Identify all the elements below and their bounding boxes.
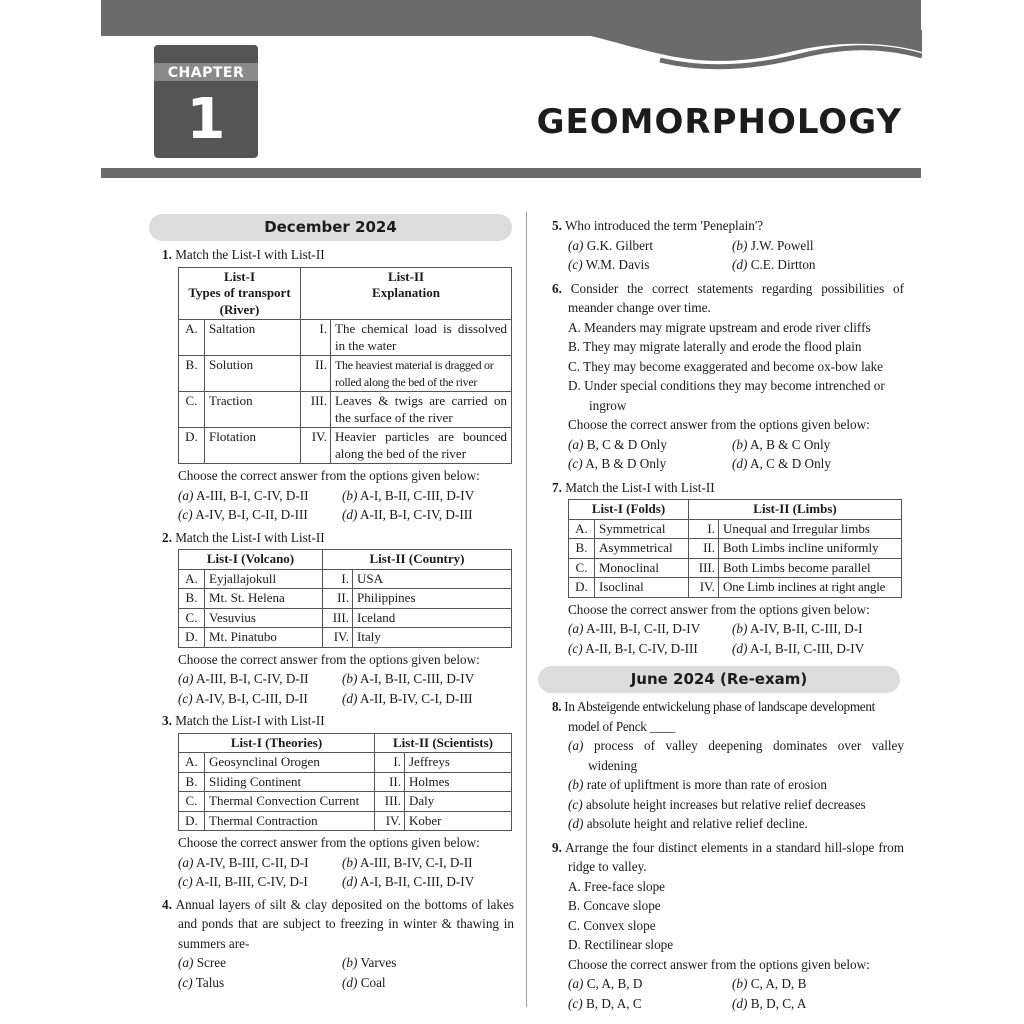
question-number: 5. (552, 218, 562, 233)
option-c: (c) Talus (178, 974, 225, 990)
option-d: (d) A-I, B-II, C-III, D-IV (342, 874, 475, 889)
option-d: (d) Coal (342, 974, 386, 990)
option-c: (c) W.M. Davis (568, 257, 650, 272)
choose-instruction: Choose the correct answer from the options given below: (178, 651, 480, 667)
option-a: (a) process of valley deepening dominates over valley widening (568, 738, 905, 773)
answer-options (162, 486, 514, 525)
table-row: C. Traction III. Leaves & twigs are carried on the surface of the river (179, 392, 512, 428)
question-text: In Absteigende entwickelung phase of landscape development model of Penck ____ (564, 699, 876, 734)
option-a: (a) A-IV, B-III, C-II, D-I (178, 854, 309, 870)
answer-options (162, 953, 514, 992)
question-text: Match the List-I with List-II (175, 529, 325, 545)
table-row: A. Saltation I. The chemical load is dissolved in the water (179, 320, 512, 356)
right-column (552, 214, 904, 1013)
answer-options (552, 236, 904, 275)
question-text: Match the List-I with List-II (565, 479, 715, 495)
question-8 (552, 697, 904, 834)
option-c: (c) A-II, B-III, C-IV, D-I (178, 874, 308, 889)
question-6 (552, 279, 904, 474)
table-row: A. Eyjallajokull I. USA (179, 569, 512, 589)
option-d: (d) A, C & D Only (732, 456, 831, 471)
match-table: List-I (Theories) List-II (Scientists) A. Geosynclinal Orogen I. Jeffreys B. Sliding Continent II. Holmes C. Thermal Convection Current III. Daly D. Thermal Contraction IV. Kober (178, 733, 512, 832)
question-9 (552, 838, 904, 1014)
option-c: (c) absolute height increases but relative relief decreases (568, 796, 866, 812)
question-number: 2. (162, 529, 172, 545)
option-b: (b) rate of upliftment is more than rate of erosion (568, 777, 827, 792)
option-b: (b) A-I, B-II, C-III, D-IV (342, 671, 475, 686)
question-number: 9. (552, 839, 562, 855)
match-table: List-I Types of transport (River) List-II Explanation A. Saltation I. The chemical load is dissolved in the water B. Solution II. The heaviest material is dragged or rolled along the bed of the river C. Traction III. Leaves & twigs are carried on the surface of the river D. Flotation IV. Heavier particles are bounced along the bed of the river (178, 267, 512, 465)
statement: C. Convex slope (568, 917, 656, 933)
question-number: 4. (162, 896, 172, 912)
option-a: (a) A-III, B-I, C-II, D-IV (568, 621, 701, 636)
match-table: List-I (Volcano) List-II (Country) A. Eyjallajokull I. USA B. Mt. St. Helena II. Philippines C. Vesuvius III. Iceland D. Mt. Pinatubo IV. Italy (178, 549, 512, 648)
question-number: 7. (552, 479, 562, 495)
option-d: (d) absolute height and relative relief decline. (568, 816, 808, 831)
chapter-title: GEOMORPHOLOGY (536, 102, 902, 142)
option-b: (b) A-III, B-IV, C-I, D-II (342, 854, 473, 870)
option-b: (b) A-I, B-II, C-III, D-IV (342, 487, 475, 503)
match-table: List-I (Folds) List-II (Limbs) A. Symmetrical I. Unequal and Irregular limbs B. Asymmetrical II. Both Limbs incline uniformly C. Monoclinal III. Both Limbs become parallel D. Isoclinal IV. One Limb inclines at right angle (568, 499, 902, 598)
left-column (162, 214, 514, 992)
answer-options (162, 853, 514, 892)
question-number: 1. (162, 247, 172, 262)
answer-options (552, 435, 904, 474)
option-b: (b) C, A, D, B (732, 976, 807, 991)
table-row: B. Sliding Continent II. Holmes (179, 772, 512, 792)
statement: B. Concave slope (568, 898, 661, 913)
question-5 (552, 216, 904, 275)
option-c: (c) A-II, B-I, C-IV, D-III (568, 640, 698, 656)
table-row: D. Isoclinal IV. One Limb inclines at right angle (569, 578, 902, 598)
table-row: D. Thermal Contraction IV. Kober (179, 811, 512, 831)
option-b: (b) A-IV, B-II, C-III, D-I (732, 621, 863, 636)
option-d: (d) B, D, C, A (732, 995, 807, 1011)
choose-instruction: Choose the correct answer from the options given below: (568, 417, 870, 432)
question-1 (162, 245, 514, 525)
answer-options (552, 974, 904, 1013)
answer-options (552, 619, 904, 658)
table-row: B. Asymmetrical II. Both Limbs incline uniformly (569, 539, 902, 559)
table-row: D. Flotation IV. Heavier particles are bounced along the bed of the river (179, 428, 512, 464)
question-text: Match the List-I with List-II (175, 247, 325, 262)
statement: C. They may become exaggerated and become ox-bow lake (568, 358, 884, 374)
choose-instruction: Choose the correct answer from the options given below: (568, 956, 870, 972)
question-3 (162, 711, 514, 892)
option-d: (d) C.E. Dirtton (732, 257, 816, 272)
table-row: B. Mt. St. Helena II. Philippines (179, 589, 512, 609)
question-number: 3. (162, 713, 172, 728)
option-d: (d) A-II, B-I, C-IV, D-III (342, 507, 473, 522)
option-b: (b) A, B & C Only (732, 436, 831, 452)
chapter-label: CHAPTER (154, 45, 258, 81)
option-a: (a) C, A, B, D (568, 976, 643, 991)
header-rule (101, 168, 921, 178)
question-text: Match the List-I with List-II (175, 713, 325, 728)
section-heading-december-2024: December 2024 (149, 214, 512, 241)
question-text: Consider the correct statements regarding possibilities of meander change over time. (568, 280, 904, 315)
table-row: A. Symmetrical I. Unequal and Irregular limbs (569, 519, 902, 539)
table-row: B. Solution II. The heaviest material is dragged or rolled along the bed of the river (179, 356, 512, 392)
question-4 (162, 895, 514, 993)
option-a: (a) A-III, B-I, C-IV, D-II (178, 487, 309, 503)
chapter-number: 1 (186, 87, 226, 152)
statement: B. They may migrate laterally and erode the flood plain (568, 339, 862, 354)
option-d: (d) A-I, B-II, C-III, D-IV (732, 640, 865, 656)
option-a: (a) Scree (178, 955, 226, 970)
statement: D. Rectilinear slope (568, 937, 674, 952)
choose-instruction: Choose the correct answer from the options given below: (178, 468, 480, 483)
option-c: (c) A-IV, B-I, C-III, D-II (178, 690, 308, 706)
table-row: C. Monoclinal III. Both Limbs become parallel (569, 558, 902, 578)
question-text: Arrange the four distinct elements in a standard hill-slope from ridge to valley. (565, 839, 904, 874)
question-number: 8. (552, 699, 562, 714)
question-text: Who introduced the term 'Peneplain'? (564, 218, 764, 233)
option-a: (a) G.K. Gilbert (568, 237, 653, 253)
option-a: (a) A-III, B-I, C-IV, D-II (178, 671, 309, 686)
option-a: (a) B, C & D Only (568, 436, 667, 452)
wave-decoration (560, 30, 922, 80)
choose-instruction: Choose the correct answer from the options given below: (178, 835, 480, 850)
question-7 (552, 478, 904, 659)
statement: A. Meanders may migrate upstream and erode river cliffs (568, 319, 871, 335)
table-row: C. Thermal Convection Current III. Daly (179, 792, 512, 812)
table-row: D. Mt. Pinatubo IV. Italy (179, 628, 512, 648)
section-heading-june-2024: June 2024 (Re-exam) (538, 666, 900, 693)
table-row: A. Geosynclinal Orogen I. Jeffreys (179, 753, 512, 773)
option-b: (b) J.W. Powell (732, 237, 814, 253)
option-c: (c) A-IV, B-I, C-II, D-III (178, 507, 308, 522)
option-d: (d) A-II, B-IV, C-I, D-III (342, 690, 473, 706)
question-number: 6. (552, 280, 562, 296)
answer-options (162, 669, 514, 708)
statement: A. Free-face slope (568, 878, 666, 894)
statement: D. Under special conditions they may become intrenched or ingrow (568, 378, 885, 413)
chapter-badge (154, 45, 258, 158)
choose-instruction: Choose the correct answer from the options given below: (568, 601, 870, 617)
question-text: Annual layers of silt & clay deposited on the bottoms of lakes and ponds that are subject to freezing in winter & thawing in summers are- (175, 896, 514, 951)
option-c: (c) A, B & D Only (568, 456, 667, 471)
option-c: (c) B, D, A, C (568, 995, 642, 1011)
question-2 (162, 528, 514, 709)
option-b: (b) Varves (342, 955, 397, 970)
table-row: C. Vesuvius III. Iceland (179, 608, 512, 628)
